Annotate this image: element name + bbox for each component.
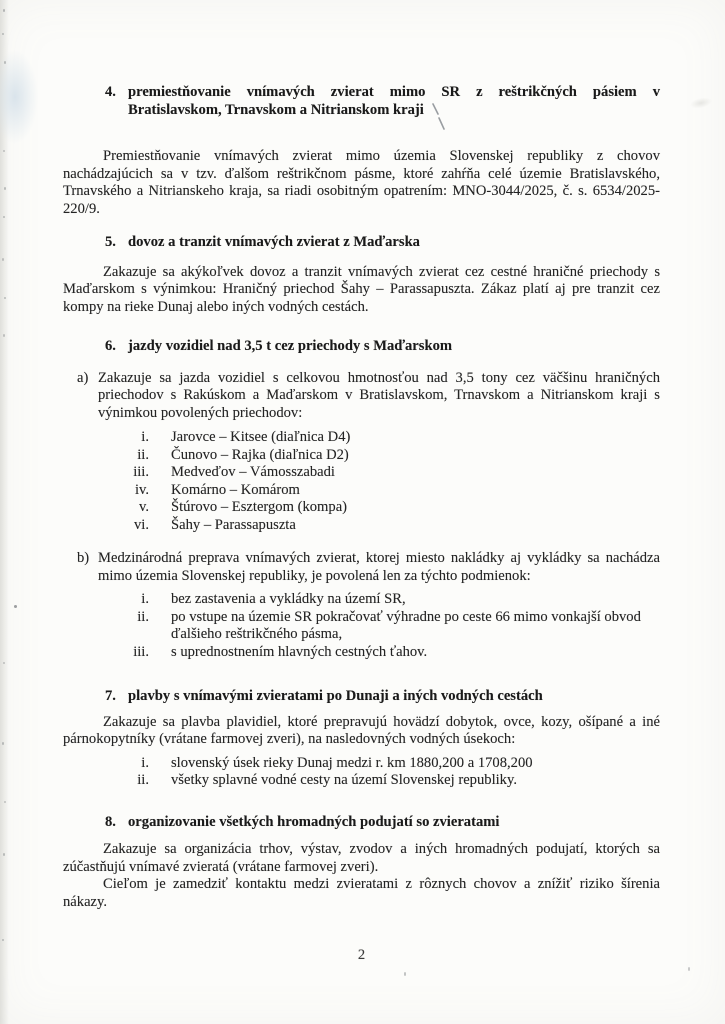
scan-speck <box>3 216 5 218</box>
list-item <box>63 464 660 482</box>
section-5-heading <box>105 234 660 252</box>
list-item <box>63 499 660 517</box>
section-5-title: dovoz a tranzit vnímavých zvierat z Maďarska <box>128 234 420 250</box>
scan-smudge <box>689 96 713 110</box>
list-item-label: ii. <box>137 608 149 625</box>
scan-speck <box>3 662 5 664</box>
scan-speck <box>3 334 5 337</box>
section-6-number: 6. <box>105 338 116 354</box>
list-item <box>63 429 660 447</box>
scan-edge-shadow <box>0 0 9 1024</box>
section-6-item-a <box>77 370 660 423</box>
section-5-paragraph: Zakazuje sa akýkoľvek dovoz a tranzit vnímavých zvierat cez cestné hraničné priechody s Maďarskom s výnimkou: Hraničný priechod Šahy – Parassapuszta. Zákaz platí aj pre tranzit cez kompy na rieke Dunaj alebo iných vodných cestách. <box>63 263 660 315</box>
section-8-title: organizovanie všetkých hromadných podujatí so zvieratami <box>128 813 500 830</box>
list-item-text: Jarovce – Kitsee (diaľnica D4) <box>171 429 351 445</box>
scan-speck <box>4 61 6 64</box>
scan-speck <box>2 258 4 261</box>
list-item-text: Komárno – Komárom <box>171 481 300 498</box>
list-item <box>63 591 660 609</box>
page-number: 2 <box>357 947 366 963</box>
section-6-title: jazdy vozidiel nad 3,5 t cez priechody s Maďarskom <box>128 338 453 354</box>
section-7-number: 7. <box>105 688 116 704</box>
list-item-text: všetky splavné vodné cesty na území Slovenskej republiky. <box>171 772 517 788</box>
list-item <box>63 772 660 790</box>
scan-smudge <box>0 50 38 144</box>
section-4-paragraph: Premiestňovanie vnímavých zvierat mimo územia Slovenskej republiky z chovov nachádzajúcich sa v tzv. ďalšom reštrikčnom pásme, ktoré zahŕňa celé územie Bratislavského, Trnavského a Nitrianskeho kraja, sa riadi osobitným opatrením: MNO-3044/2025, č. s. 6534/2025-220/9. <box>63 148 660 217</box>
section-7-heading <box>105 688 660 706</box>
list-item-label: i. <box>141 591 149 607</box>
list-item-label: iii. <box>133 464 149 480</box>
list-item-label: ii. <box>137 446 149 463</box>
section-5-number: 5. <box>105 234 116 250</box>
list-item-text: s uprednostnením hlavných cestných ťahov. <box>171 643 428 660</box>
list-item-text: slovenský úsek rieky Dunaj medzi r. km 1880,200 a 1708,200 <box>171 754 533 771</box>
list-item <box>63 482 660 500</box>
scan-speck <box>2 33 4 35</box>
section-4-heading <box>105 84 660 119</box>
list-item <box>63 447 660 465</box>
list-item-text: bez zastavenia a vykládky na území SR, <box>171 591 406 607</box>
item-b-label: b) <box>77 550 90 566</box>
transit-conditions-list <box>63 591 660 661</box>
section-4-title-line2: Bratislavskom, Trnavskom a Nitrianskom kraji <box>128 101 424 118</box>
section-8-paragraph: Zakazuje sa organizácia trhov, výstav, zvodov a iných hromadných podujatí, ktorých sa zúčastňujú vnímavé zvieratá (vrátane farmovej zveri). <box>63 841 660 875</box>
section-4-title <box>128 84 660 119</box>
list-item-text: Medveďov – Vámosszabadi <box>171 464 335 480</box>
list-item <box>63 517 660 535</box>
list-item-label: i. <box>141 429 149 445</box>
scan-speck <box>4 297 6 299</box>
list-item-text: Šahy – Parassapuszta <box>171 516 296 533</box>
section-7-paragraph: Zakazuje sa plavba plavidiel, ktoré prepravujú hovädzí dobytok, ovce, kozy, ošípané a iné párnokopytníky (vrátane farmovej zveri), na nasledovných vodných úsekoch: <box>63 713 660 747</box>
list-item-text: Štúrovo – Esztergom (kompa) <box>171 499 348 515</box>
section-8-number: 8. <box>105 813 116 830</box>
section-6-heading <box>105 338 660 356</box>
list-item <box>63 755 660 773</box>
section-6-item-b <box>77 550 660 585</box>
scan-speck <box>2 939 4 941</box>
section-4-number: 4. <box>105 84 116 100</box>
scan-speck <box>3 9 5 12</box>
scan-speck <box>14 605 17 608</box>
scan-speck <box>688 967 690 971</box>
scan-speck <box>4 187 6 190</box>
section-8-paragraph-2: Cieľom je zamedziť kontaktu medzi zvieratami z rôznych chovov a znížiť riziko šírenia nákazy. <box>63 876 660 910</box>
section-4-title-line1: premiestňovanie vnímavých zvierat mimo SR z reštrikčných pásiem v <box>128 84 660 100</box>
scan-speck <box>4 801 6 803</box>
list-item-label: iii. <box>133 643 149 660</box>
item-b-text: Medzinárodná preprava vnímavých zvierat, ktorej miesto nakládky aj vykládky sa nachádza mimo územia Slovenskej republiky, je povolená len za týchto podmienok: <box>98 550 660 584</box>
border-crossings-list <box>63 429 660 534</box>
list-item-label: v. <box>139 499 149 515</box>
section-8-heading <box>105 814 660 832</box>
scan-speck <box>3 853 5 856</box>
list-item-label: iv. <box>134 481 149 498</box>
scan-speck <box>3 150 5 152</box>
list-item-text: po vstupe na územie SR pokračovať výhradne po ceste 66 mimo vonkajší obvod ďalšieho reštrikčného pásma, <box>171 608 641 642</box>
section-7-title: plavby s vnímavými zvieratami po Dunaji a iných vodných cestách <box>128 688 543 704</box>
list-item <box>63 644 660 662</box>
scan-speck <box>2 742 4 745</box>
item-a-text: Zakazuje sa jazda vozidiel s celkovou hmotnosťou nad 3,5 tony cez väčšinu hraničných priechodov s Rakúskom a Maďarskom v Bratislavskom, Trnavskom a Nitrianskom kraji s výnimkou povolených priechodov: <box>98 369 660 421</box>
item-a-label: a) <box>77 369 89 386</box>
waterway-sections-list <box>63 755 660 790</box>
list-item-label: vi. <box>134 516 149 533</box>
scan-speck <box>404 972 406 976</box>
list-item-label: ii. <box>137 772 149 788</box>
list-item <box>63 609 660 644</box>
list-item-label: i. <box>141 754 149 771</box>
document-content <box>63 84 660 965</box>
list-item-text: Čunovo – Rajka (diaľnica D2) <box>171 446 349 463</box>
